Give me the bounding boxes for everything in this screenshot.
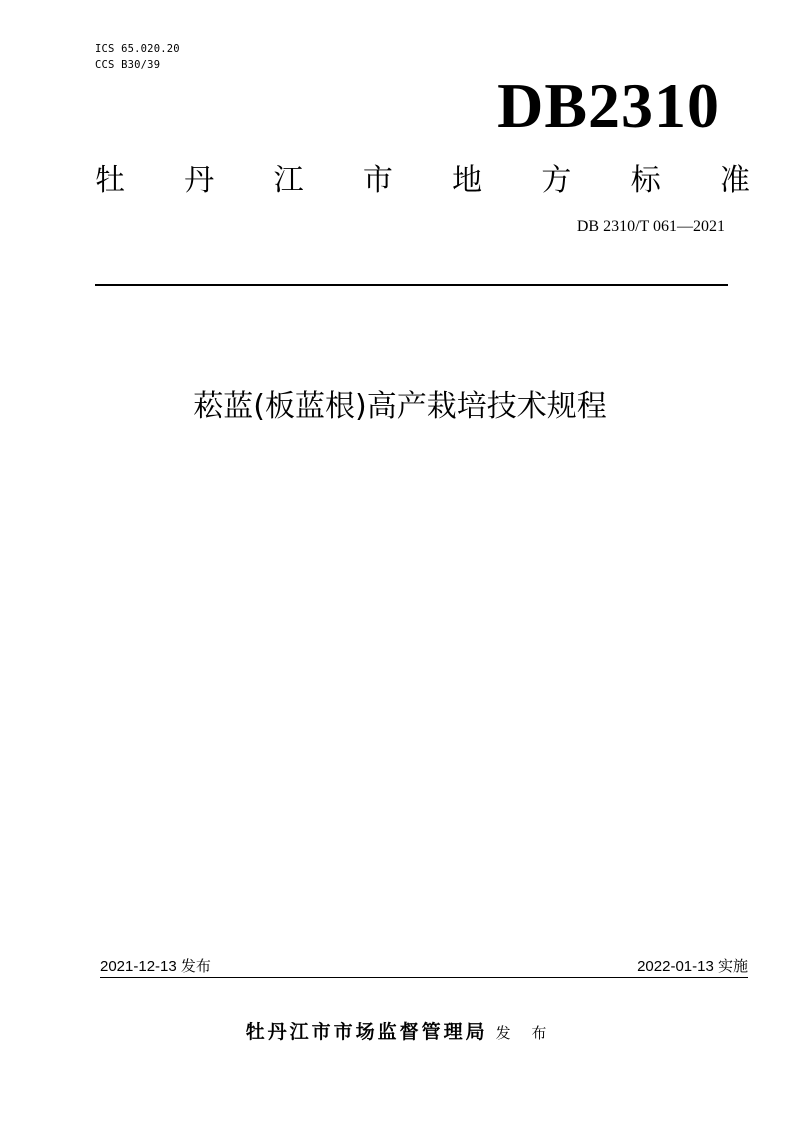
standard-type-char: 牡 [95, 163, 125, 198]
document-title: 菘蓝(板蓝根)高产栽培技术规程 [193, 389, 607, 424]
standard-type-char: 丹 [184, 163, 215, 198]
header-divider [95, 284, 728, 286]
publisher-line [0, 1018, 800, 1047]
standard-type-char: 地 [452, 163, 483, 198]
standard-type-char: 标 [630, 163, 661, 198]
publisher-name: 牡丹江市市场监督管理局 [245, 1021, 488, 1043]
standard-type-char: 方 [541, 163, 572, 198]
standard-type-heading [95, 152, 750, 202]
standard-number: DB 2310/T 061—2021 [576, 218, 725, 235]
footer-divider [100, 977, 748, 978]
standard-type-char: 江 [273, 163, 304, 198]
ics-code: ICS 65.020.20 [95, 43, 180, 55]
issue-date: 2021-12-13 发布 [100, 958, 211, 975]
publish-verb: 发 布 [495, 1024, 555, 1042]
classification-block [95, 41, 180, 73]
date-row [100, 954, 748, 978]
effective-date: 2022-01-13 实施 [637, 958, 748, 975]
standard-type-char: 市 [362, 163, 393, 198]
standard-type-char: 准 [719, 163, 750, 198]
ccs-code: CCS B30/39 [95, 59, 161, 71]
db-code-logo: DB2310 [497, 70, 720, 141]
